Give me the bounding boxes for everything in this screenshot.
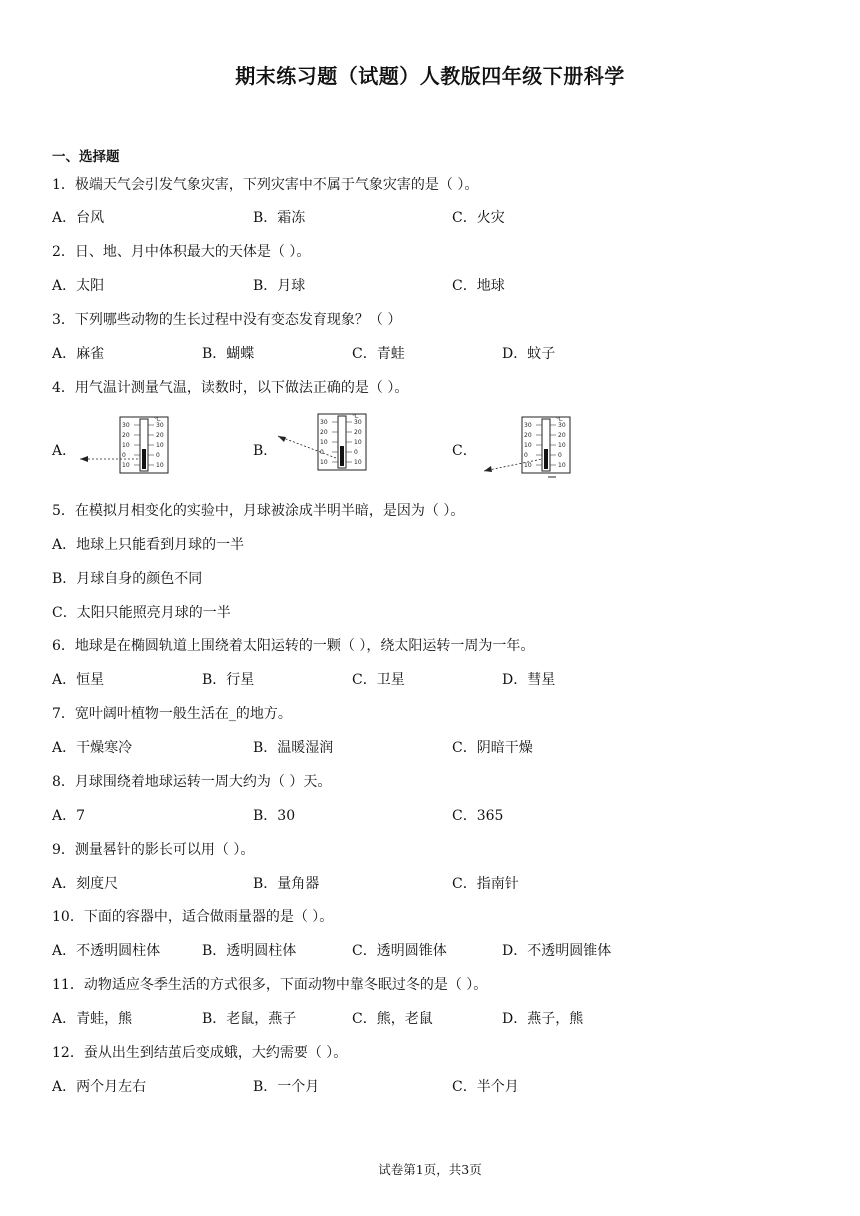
- q5-option-b: B．月球自身的颜色不同: [52, 571, 203, 587]
- question-7: 7．宽叶阔叶植物一般生活在_的地方。: [52, 706, 292, 722]
- tick-label: 30: [156, 422, 164, 429]
- q5-option-c: C．太阳只能照亮月球的一半: [52, 605, 231, 621]
- tick-label: 0: [156, 452, 160, 459]
- q7-option-c: C．阴暗干燥: [452, 740, 533, 756]
- tick-label: 10: [156, 462, 164, 469]
- tick-label: 10: [156, 442, 164, 449]
- q3-option-c: C．青蛙: [352, 346, 405, 362]
- tick-label: 10: [354, 459, 362, 466]
- tick-label: 0: [354, 449, 358, 456]
- q10-option-d: D．不透明圆锥体: [502, 943, 612, 959]
- unit-label: ℃: [556, 416, 563, 423]
- question-4: 4．用气温计测量气温，读数时，以下做法正确的是（ ）。: [52, 380, 409, 396]
- tick-label: 20: [122, 432, 130, 439]
- q8-option-a: A．7: [52, 808, 86, 824]
- q8-option-c: C．365: [452, 808, 504, 824]
- tick-label: 10: [524, 442, 532, 449]
- q3-option-d: D．蚊子: [502, 346, 556, 362]
- question-11: 11．动物适应冬季生活的方式很多，下面动物中靠冬眠过冬的是（ ）。: [52, 977, 488, 993]
- question-2: 2．日、地、月中体积最大的天体是（ ）。: [52, 244, 311, 260]
- tick-label: 10: [320, 439, 328, 446]
- tick-label: 10: [122, 442, 130, 449]
- q11-option-b: B．老鼠，燕子: [202, 1011, 297, 1027]
- tick-label: 30: [558, 422, 566, 429]
- tick-label: 10: [558, 462, 566, 469]
- q10-option-a: A．不透明圆柱体: [52, 943, 161, 959]
- tick-label: 10: [122, 462, 130, 469]
- tick-label: 0: [524, 452, 528, 459]
- unit-label: ℃: [352, 413, 359, 420]
- q2-option-c: C．地球: [452, 278, 505, 294]
- q3-option-a: A．麻雀: [52, 346, 105, 362]
- q9-option-a: A．刻度尺: [52, 876, 119, 892]
- q12-option-b: B．一个月: [253, 1079, 320, 1095]
- question-12: 12．蚕从出生到结茧后变成蛾，大约需要（ ）。: [52, 1045, 348, 1061]
- thermometer-figure-b: [276, 412, 386, 474]
- q2-option-a: A．太阳: [52, 278, 105, 294]
- tick-label: 10: [558, 442, 566, 449]
- tick-label: 30: [524, 422, 532, 429]
- question-1: 1．极端天气会引发气象灾害，下列灾害中不属于气象灾害的是（ ）。: [52, 177, 479, 193]
- page-title: 期末练习题（试题）人教版四年级下册科学: [235, 64, 625, 88]
- tick-label: 20: [524, 432, 532, 439]
- tick-label: 10: [354, 439, 362, 446]
- tick-label: 0: [320, 449, 324, 456]
- page-footer: 试卷第1页，共3页: [378, 1162, 482, 1177]
- tick-label: 20: [320, 429, 328, 436]
- q5-option-a: A．地球上只能看到月球的一半: [52, 537, 245, 553]
- q11-option-d: D．燕子，熊: [502, 1011, 584, 1027]
- tick-label: 0: [558, 452, 562, 459]
- tick-label: 20: [156, 432, 164, 439]
- q8-option-b: B．30: [253, 808, 296, 824]
- q9-option-c: C．指南针: [452, 876, 519, 892]
- question-8: 8．月球围绕着地球运转一周大约为（ ）天。: [52, 774, 332, 790]
- unit-label: ℃: [154, 416, 161, 423]
- q1-option-c: C．火灾: [452, 210, 505, 226]
- question-3: 3．下列哪些动物的生长过程中没有变态发育现象？（ ）: [52, 312, 402, 328]
- q1-option-a: A．台风: [52, 210, 105, 226]
- q12-option-c: C．半个月: [452, 1079, 519, 1095]
- q6-option-a: A．恒星: [52, 672, 105, 688]
- tick-label: 30: [354, 419, 362, 426]
- q4-option-b: B．: [253, 443, 278, 459]
- tick-label: 30: [122, 422, 130, 429]
- q2-option-b: B．月球: [253, 278, 306, 294]
- question-9: 9．测量晷针的影长可以用（ ）。: [52, 842, 255, 858]
- q3-option-b: B．蝴蝶: [202, 346, 255, 362]
- q10-option-c: C．透明圆锥体: [352, 943, 447, 959]
- tick-label: 0: [122, 452, 126, 459]
- tick-label: 30: [320, 419, 328, 426]
- thermometer-figure-c: [480, 415, 590, 481]
- q6-option-d: D．彗星: [502, 672, 556, 688]
- q7-option-a: A．干燥寒冷: [52, 740, 133, 756]
- question-6: 6．地球是在椭圆轨道上围绕着太阳运转的一颗（ ），绕太阳运转一周为一年。: [52, 638, 535, 654]
- tick-label: 20: [354, 429, 362, 436]
- section-heading: 一、选择题: [52, 149, 120, 165]
- q4-option-c: C．: [452, 443, 477, 459]
- tick-label: 10: [524, 462, 532, 469]
- thermometer-figure-a: [80, 415, 190, 477]
- q7-option-b: B．温暖湿润: [253, 740, 334, 756]
- q1-option-b: B．霜冻: [253, 210, 306, 226]
- q4-option-a: A．: [52, 443, 77, 459]
- q10-option-b: B．透明圆柱体: [202, 943, 297, 959]
- q6-option-c: C．卫星: [352, 672, 405, 688]
- q6-option-b: B．行星: [202, 672, 255, 688]
- q9-option-b: B．量角器: [253, 876, 320, 892]
- q11-option-c: C．熊，老鼠: [352, 1011, 433, 1027]
- tick-label: 20: [558, 432, 566, 439]
- q11-option-a: A．青蛙，熊: [52, 1011, 133, 1027]
- question-5: 5．在模拟月相变化的实验中，月球被涂成半明半暗，是因为（ ）。: [52, 503, 465, 519]
- question-10: 10．下面的容器中，适合做雨量器的是（ ）。: [52, 909, 334, 925]
- tick-label: 10: [320, 459, 328, 466]
- q12-option-a: A．两个月左右: [52, 1079, 147, 1095]
